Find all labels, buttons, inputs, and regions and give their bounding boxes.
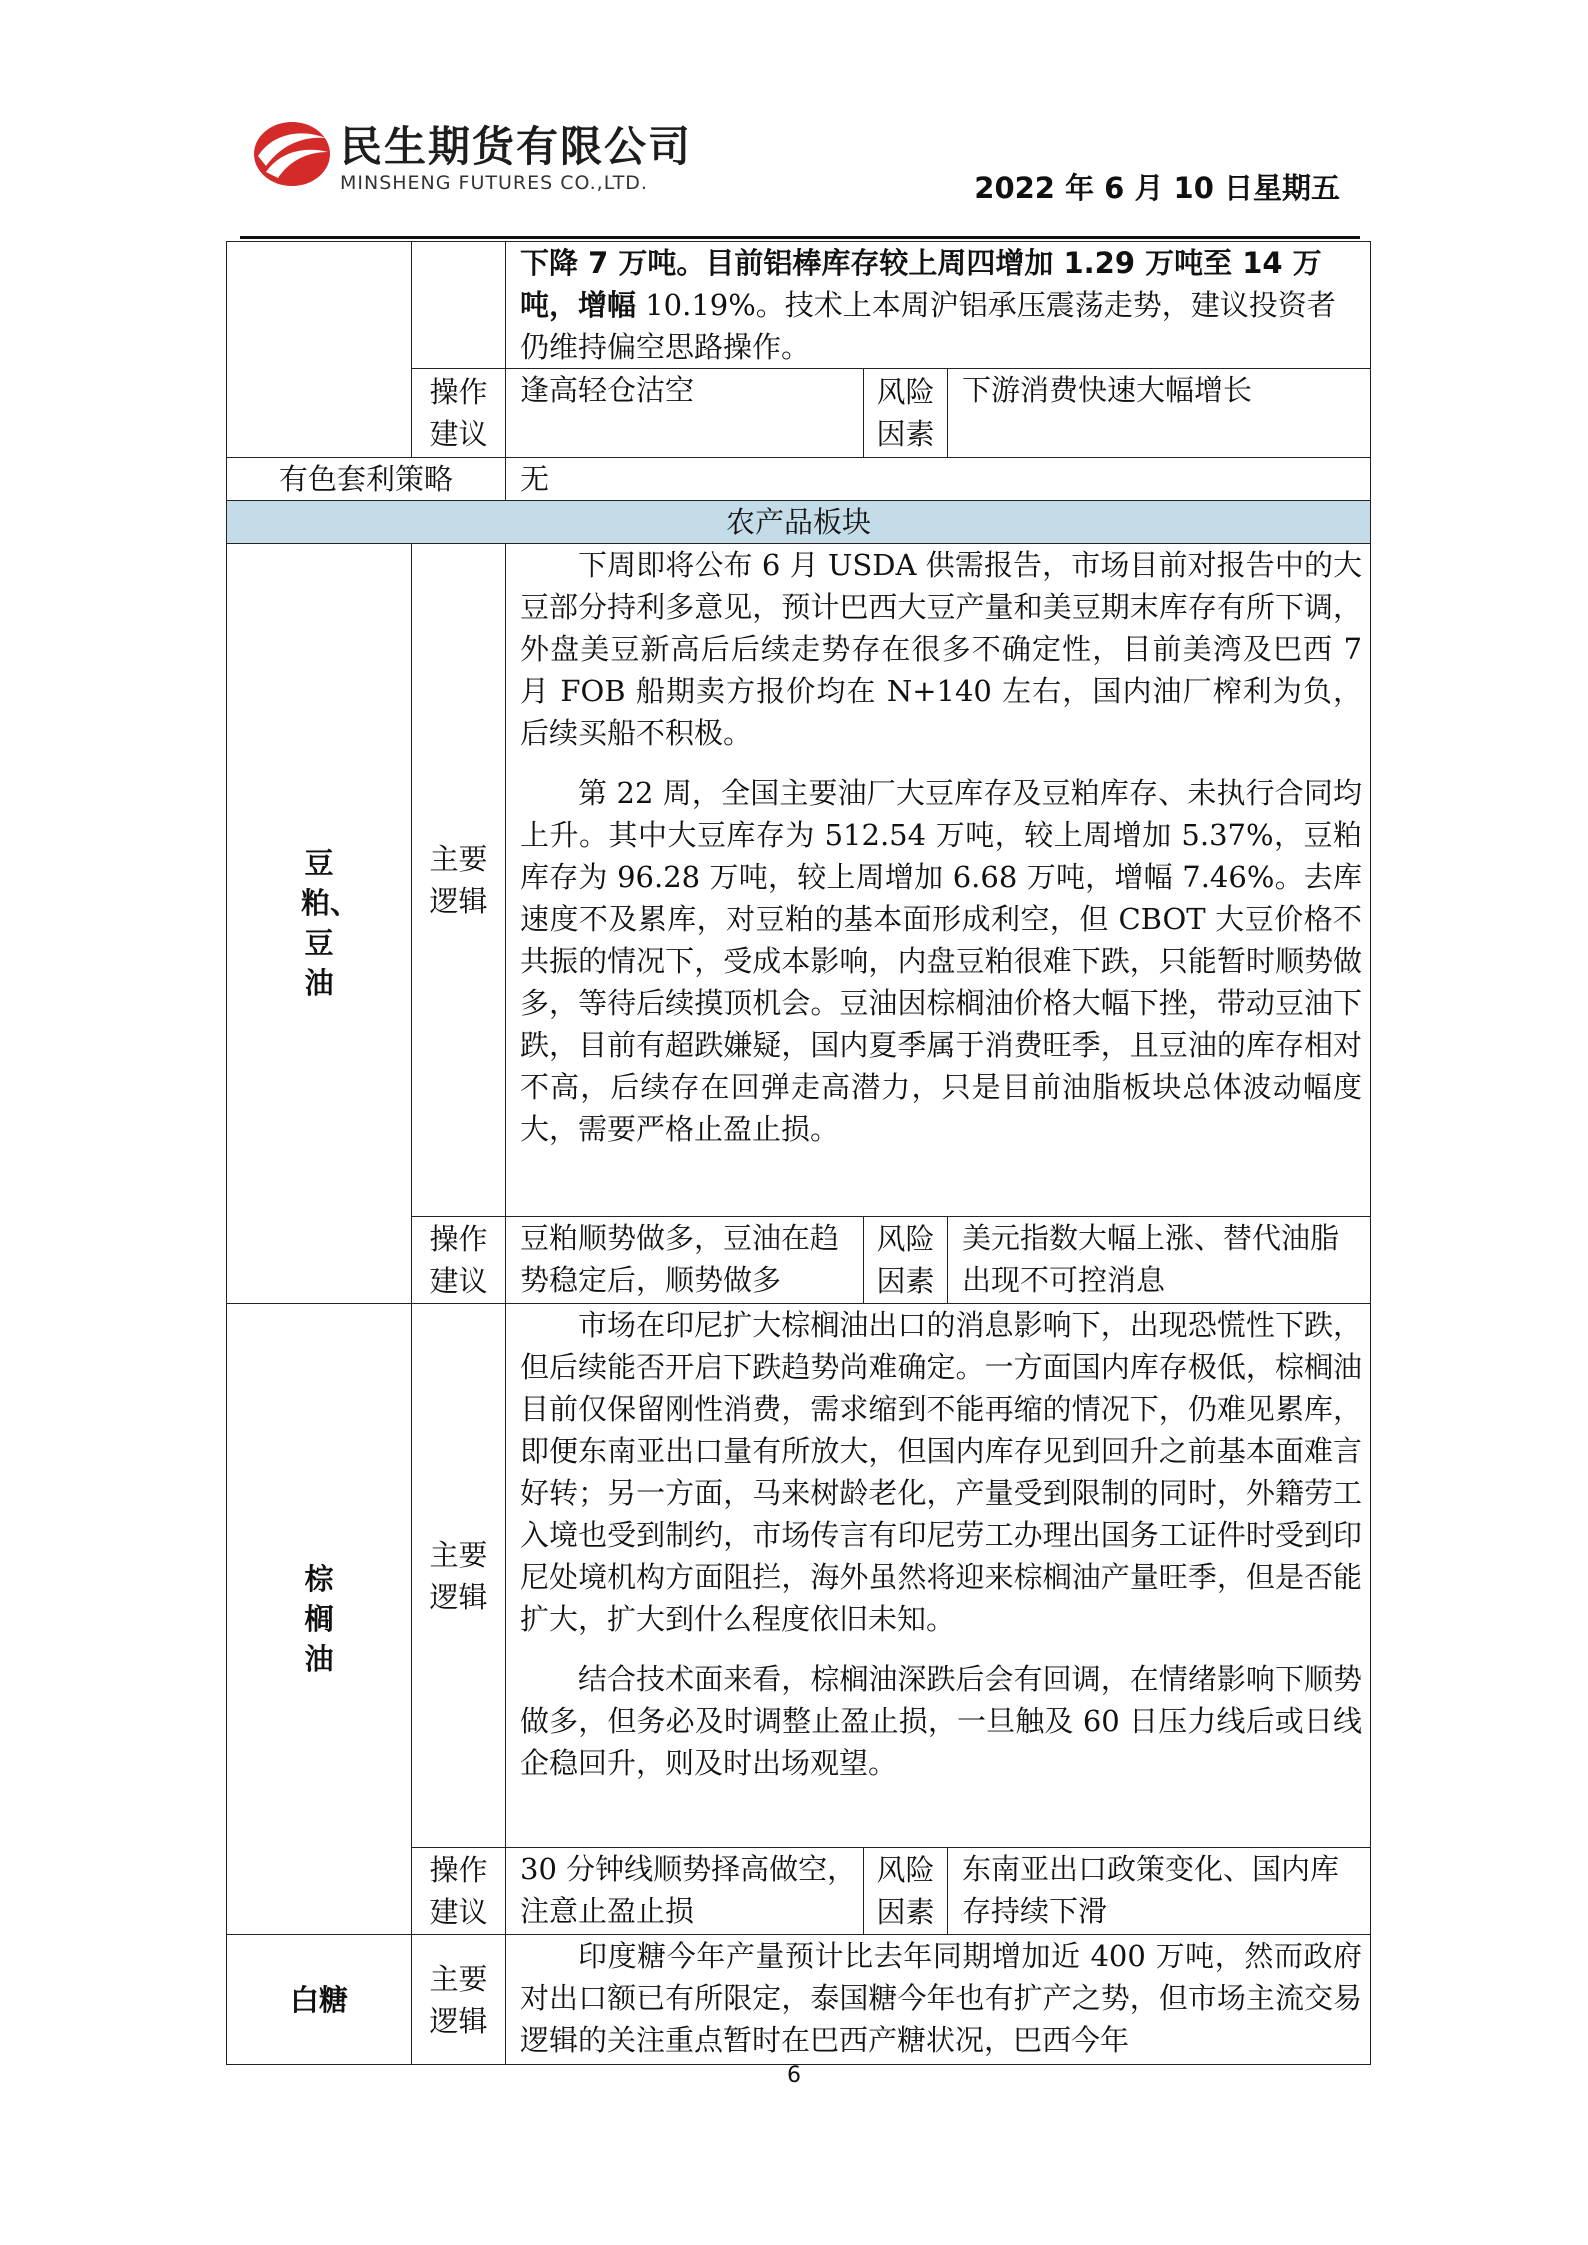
table-row	[227, 544, 1371, 1217]
logic-label: 主要逻辑	[412, 544, 506, 1217]
logic-label: 主要逻辑	[412, 1304, 506, 1848]
company-name-cn: 民生期货有限公司	[340, 122, 693, 171]
logic-label: 主要逻辑	[412, 1935, 506, 2065]
soy-logic-cell	[506, 544, 1371, 1217]
risk-label: 风险因素	[864, 1848, 948, 1935]
minsheng-logo-icon	[252, 116, 332, 188]
table-row	[227, 458, 1371, 501]
sector-cell-aluminum	[227, 242, 412, 458]
table-row	[227, 1304, 1371, 1848]
section-title-agriculture: 农产品板块	[227, 501, 1371, 544]
soy-risk: 美元指数大幅上涨、替代油脂出现不可控消息	[948, 1217, 1371, 1304]
page-number: 6	[787, 2063, 801, 2088]
table-row	[227, 501, 1371, 544]
operation-label: 操作建议	[412, 1217, 506, 1304]
palm-operation: 30 分钟线顺势择高做空，注意止盈止损	[506, 1848, 864, 1935]
sugar-logic-para1: 印度糖今年产量预计比去年同期增加近 400 万吨，然而政府对出口额已有所限定，泰国糖今年也有扩产之势，但市场主流交易逻辑的关注重点暂时在巴西产糖状况，巴西今年	[520, 1939, 1363, 2057]
soy-logic-para2: 第 22 周，全国主要油厂大豆库存及豆粕库存、未执行合同均上升。其中大豆库存为 512.54 万吨，较上周增加 5.37%，豆粕库存为 96.28 万吨，较上周增加 6.68 万吨，增幅 7.46%。去库速度不及累库，对豆粕的基本面形成利空，但 CBOT 大豆价格不共振的情况下，受成本影响，内盘豆粕很难下跌，只能暂时顺势做多，等待后续摸顶机会。豆油因棕榈油价格大幅下挫，带动豆油下跌，目前有超跌嫌疑，国内夏季属于消费旺季，且豆油的库存相对不高，后续存在回弹走高潜力，只是目前油脂板块总体波动幅度大，需要严格止盈止损。	[520, 776, 1363, 1146]
sugar-logic-cell	[506, 1935, 1371, 2065]
arbitrage-label: 有色套利策略	[227, 458, 506, 501]
palm-logic-para1: 市场在印尼扩大棕榈油出口的消息影响下，出现恐慌性下跌，但后续能否开启下跌趋势尚难确定。一方面国内库存极低，棕榈油目前仅保留刚性消费，需求缩到不能再缩的情况下，仍难见累库，即便东南亚出口量有所放大，但国内库存见到回升之前基本面难言好转；另一方面，马来树龄老化，产量受到限制的同时，外籍劳工入境也受到制约，市场传言有印尼劳工办理出国务工证件时受到印尼处境机构方面阻拦，海外虽然将迎来棕榈油产量旺季，但是否能扩大，扩大到什么程度依旧未知。	[520, 1308, 1363, 1636]
operation-label: 操作建议	[412, 1848, 506, 1935]
risk-label: 风险因素	[864, 369, 948, 458]
aluminum-logic-text: 10.19%。技术上本周沪铝承压震荡走势，建议投资者仍维持偏空思路操作。	[520, 288, 1336, 364]
report-date: 2022 年 6 月 10 日星期五	[974, 171, 1340, 205]
soy-logic-para1: 下周即将公布 6 月 USDA 供需报告，市场目前对报告中的大豆部分持利多意见，预计巴西大豆产量和美豆期末库存有所下调，外盘美豆新高后后续走势存在很多不确定性，目前美湾及巴西 7 月 FOB 船期卖方报价均在 N+140 左右，国内油厂榨利为负，后续买船不积极。	[520, 548, 1363, 750]
operation-label: 操作建议	[412, 369, 506, 458]
soy-operation: 豆粕顺势做多，豆油在趋势稳定后，顺势做多	[506, 1217, 864, 1304]
palm-logic-cell	[506, 1304, 1371, 1848]
aluminum-operation: 逢高轻仓沽空	[506, 369, 864, 458]
risk-label: 风险因素	[864, 1217, 948, 1304]
aluminum-risk: 下游消费快速大幅增长	[948, 369, 1371, 458]
sector-sugar: 白糖	[227, 1935, 412, 2065]
sector-soy: 豆粕、豆油	[227, 544, 412, 1304]
arbitrage-value: 无	[506, 458, 1371, 501]
aluminum-logic-cell	[506, 242, 1371, 369]
sector-palm: 棕榈油	[227, 1304, 412, 1935]
company-logo	[252, 112, 722, 202]
company-name-en: MINSHENG FUTURES CO.,LTD.	[340, 172, 648, 194]
palm-risk: 东南亚出口政策变化、国内库存持续下滑	[948, 1848, 1371, 1935]
header-rule	[240, 236, 1360, 239]
table-row	[227, 242, 1371, 369]
strategy-table	[226, 241, 1371, 2065]
table-row	[227, 1935, 1371, 2065]
aluminum-logic-bold: 下降 7 万吨。目前铝棒库存较上周四增加 1.29 万吨至 14 万吨，增幅	[520, 246, 1322, 322]
palm-logic-para2: 结合技术面来看，棕榈油深跌后会有回调，在情绪影响下顺势做多，但务必及时调整止盈止损，一旦触及 60 日压力线后或日线企稳回升，则及时出场观望。	[520, 1662, 1363, 1780]
label-cell-empty	[412, 242, 506, 369]
